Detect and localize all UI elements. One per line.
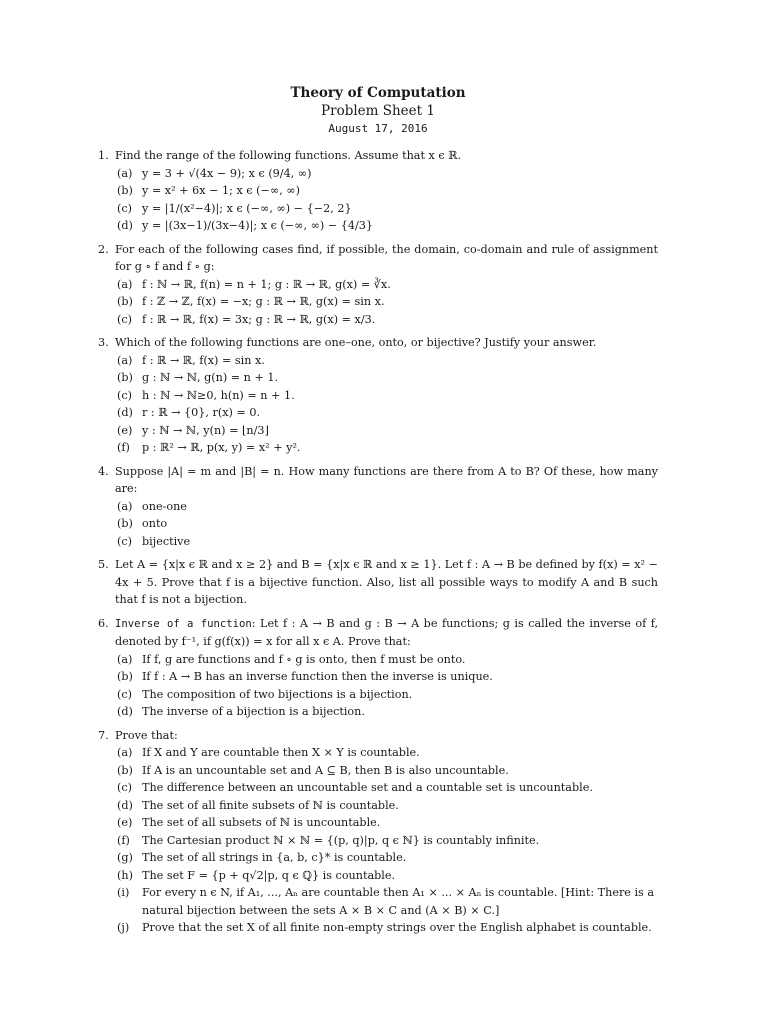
problem-part	[115, 422, 658, 440]
problem-part	[115, 182, 658, 200]
problem-number: 6.	[98, 616, 109, 630]
part-label: (h)	[117, 868, 133, 882]
problem-text: Suppose |A| = m and |B| = n. How many functions are there from A to B? Of these, how many are:	[115, 464, 658, 495]
problem-part	[115, 387, 658, 405]
part-text: f : ℤ → ℤ, f(x) = −x; g : ℝ → ℝ, g(x) = sin x.	[142, 295, 385, 308]
part-text: The inverse of a bijection is a bijection.	[142, 705, 365, 718]
part-text: The composition of two bijections is a bijection.	[142, 687, 413, 701]
problem-part	[115, 762, 658, 780]
part-label: (f)	[117, 441, 130, 454]
problem-part	[115, 797, 658, 815]
part-label: (b)	[117, 295, 133, 308]
part-text: g : ℕ → ℕ, g(n) = n + 1.	[142, 371, 279, 384]
problem-part	[115, 814, 658, 832]
part-text: f : ℝ → ℝ, f(x) = sin x.	[142, 353, 265, 367]
part-text: onto	[142, 517, 168, 530]
problem-parts	[115, 498, 658, 551]
problem-part	[115, 404, 658, 422]
problem-part	[115, 276, 658, 294]
problem-parts	[115, 165, 658, 235]
sheet-header	[98, 84, 658, 137]
problem-5	[98, 556, 658, 609]
problem-part	[115, 744, 658, 762]
part-label: (d)	[117, 798, 133, 812]
problem-part	[115, 919, 658, 937]
problem-6	[98, 615, 658, 721]
part-text: The set of all subsets of ℕ is uncountable.	[142, 816, 381, 829]
part-text: If A is an uncountable set and A ⊆ B, then B is also uncountable.	[142, 763, 509, 777]
part-label: (g)	[117, 851, 133, 864]
problem-text: Find the range of the following functions. Assume that x ϵ ℝ.	[115, 149, 462, 162]
problem-part	[115, 498, 658, 516]
part-label: (a)	[117, 166, 133, 180]
problem-text: Prove that:	[115, 728, 178, 742]
problem-text	[115, 615, 658, 651]
part-label: (c)	[117, 201, 132, 215]
part-label: (b)	[117, 763, 133, 777]
part-label: (b)	[117, 371, 133, 384]
problem-part	[115, 439, 658, 457]
part-text: Prove that the set X of all finite non-empty strings over the English alphabet is countable.	[142, 921, 652, 934]
part-text: y : ℕ → ℕ, y(n) = ⌊n/3⌋	[142, 423, 269, 437]
problem-4	[98, 463, 658, 551]
part-text: For every n ϵ N, if A₁, ..., Aₙ are countable then A₁ × ... × Aₙ is countable. [Hint: There is a natural bijection between the sets A × B × C and (A × B) × C.]	[142, 886, 655, 917]
part-label: (a)	[117, 277, 133, 291]
part-text: If f, g are functions and f ∘ g is onto, then f must be onto.	[142, 652, 466, 666]
part-text: The set F = {p + q√2|p, q ϵ ℚ} is countable.	[142, 868, 396, 882]
part-label: (e)	[117, 816, 133, 829]
part-label: (i)	[117, 886, 130, 899]
part-text: If f : A → B has an inverse function then the inverse is unique.	[142, 670, 493, 683]
problem-part	[115, 217, 658, 235]
part-label: (b)	[117, 670, 133, 683]
part-label: (b)	[117, 184, 133, 197]
part-text: y = |(3x−1)/(3x−4)|; x ϵ (−∞, ∞) − {4/3}	[142, 219, 374, 232]
problem-7	[98, 727, 658, 937]
part-text: The set of all strings in {a, b, c}* is countable.	[142, 851, 407, 864]
part-label: (j)	[117, 921, 130, 934]
problem-number: 3.	[98, 336, 109, 349]
problem-text: Which of the following functions are one–one, onto, or bijective? Justify your answer.	[115, 336, 597, 349]
problem-text-body: : Let f : A → B and g : B → A be functions; g is called the inverse of f, denoted by f⁻¹, if g(f(x)) = x for all x ϵ A. Prove that:	[115, 616, 658, 648]
problem-number: 5.	[98, 558, 109, 571]
problem-number: 7.	[98, 728, 109, 742]
problem-1	[98, 147, 658, 235]
part-label: (a)	[117, 353, 133, 367]
part-label: (a)	[117, 652, 133, 666]
problem-part	[115, 533, 658, 551]
part-text: bijective	[142, 534, 191, 548]
part-text: one-one	[142, 499, 187, 513]
part-text: If X and Y are countable then X × Y is countable.	[142, 746, 420, 759]
sheet-subtitle: Problem Sheet 1	[321, 103, 435, 119]
problem-part	[115, 779, 658, 797]
sheet-date: August 17, 2016	[328, 122, 428, 135]
problem-parts	[115, 744, 658, 937]
problem-part	[115, 668, 658, 686]
problem-part	[115, 849, 658, 867]
problem-part	[115, 703, 658, 721]
problem-part	[115, 686, 658, 704]
part-label: (c)	[117, 534, 132, 548]
problem-2	[98, 241, 658, 329]
part-label: (e)	[117, 423, 133, 437]
part-text: The set of all finite subsets of ℕ is countable.	[142, 798, 399, 812]
part-text: r : ℝ → {0}, r(x) = 0.	[142, 406, 261, 419]
problem-text: For each of the following cases find, if possible, the domain, co-domain and rule of assignment for g ∘ f and f ∘ g:	[115, 242, 658, 273]
part-text: f : ℕ → ℝ, f(n) = n + 1; g : ℝ → ℝ, g(x) = ∛x.	[142, 277, 391, 291]
problem-part	[115, 293, 658, 311]
part-text: p : ℝ² → ℝ, p(x, y) = x² + y².	[142, 441, 301, 454]
problem-part	[115, 884, 658, 919]
problem-lead-term: Inverse of a function	[115, 617, 252, 630]
part-label: (d)	[117, 219, 133, 232]
problem-3	[98, 334, 658, 457]
part-label: (c)	[117, 687, 132, 701]
part-text: y = 3 + √(4x − 9); x ϵ (9/4, ∞)	[142, 166, 312, 180]
part-text: The difference between an uncountable set and a countable set is uncountable.	[142, 781, 593, 794]
problem-list	[98, 147, 658, 937]
part-label: (a)	[117, 746, 133, 759]
problem-part	[115, 515, 658, 533]
problem-part	[115, 867, 658, 885]
problem-number: 4.	[98, 464, 109, 478]
part-label: (d)	[117, 406, 133, 419]
problem-parts	[115, 651, 658, 721]
part-label: (a)	[117, 499, 133, 513]
problem-part	[115, 352, 658, 370]
part-label: (b)	[117, 517, 133, 530]
sheet-title: Theory of Computation	[290, 85, 466, 101]
problem-parts	[115, 276, 658, 329]
problem-part	[115, 200, 658, 218]
part-label: (c)	[117, 312, 132, 326]
problem-part	[115, 369, 658, 387]
part-text: h : ℕ → ℕ≥0, h(n) = n + 1.	[142, 388, 295, 402]
part-text: y = |1/(x²−4)|; x ϵ (−∞, ∞) − {−2, 2}	[142, 201, 352, 215]
problem-text: Let A = {x|x ϵ ℝ and x ≥ 2} and B = {x|x ϵ ℝ and x ≥ 1}. Let f : A → B be defined by f(x) = x² − 4x + 5. Prove that f is a bijective function. Also, list all possible ways to modify A and B such that f is not a bijection.	[115, 558, 658, 606]
part-text: The Cartesian product ℕ × ℕ = {(p, q)|p, q ϵ ℕ} is countably infinite.	[142, 833, 540, 847]
problem-part	[115, 832, 658, 850]
part-label: (f)	[117, 833, 130, 847]
part-label: (d)	[117, 705, 133, 718]
part-label: (c)	[117, 781, 132, 794]
problem-number: 1.	[98, 149, 109, 162]
problem-part	[115, 651, 658, 669]
part-label: (c)	[117, 388, 132, 402]
part-text: y = x² + 6x − 1; x ϵ (−∞, ∞)	[142, 184, 300, 197]
problem-part	[115, 311, 658, 329]
part-text: f : ℝ → ℝ, f(x) = 3x; g : ℝ → ℝ, g(x) = x/3.	[142, 312, 376, 326]
problem-part	[115, 165, 658, 183]
problem-parts	[115, 352, 658, 457]
problem-number: 2.	[98, 242, 109, 256]
